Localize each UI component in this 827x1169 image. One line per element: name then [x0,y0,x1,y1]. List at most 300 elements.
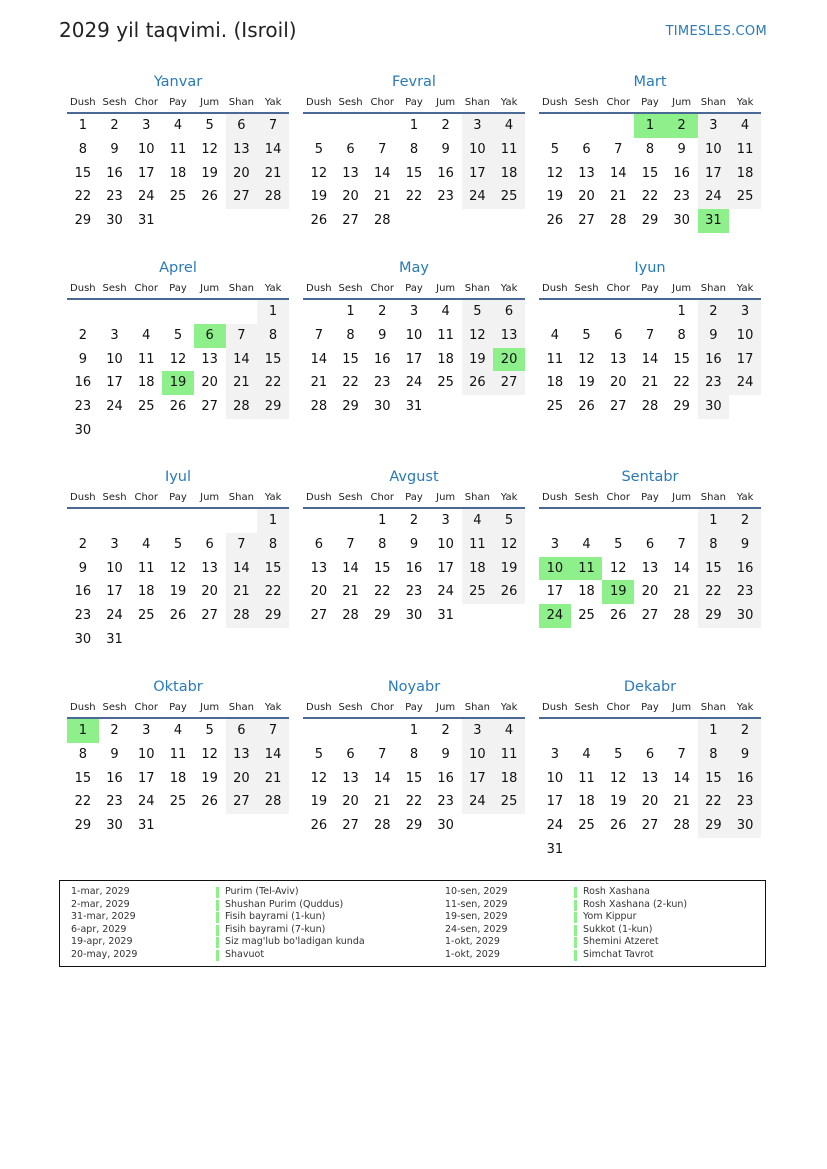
day-cell: 4 [142,536,151,552]
holiday-day-cell: 24 [539,604,571,628]
week-row [539,185,761,209]
day-cell: 8 [677,327,686,343]
day-cell: 10 [137,746,155,762]
month-yanvar [67,72,289,233]
day-cell: 19 [310,189,328,205]
empty-day-cell [698,838,730,862]
empty-day-cell [571,114,603,138]
legend-marker [216,900,219,911]
empty-day-cell [493,209,525,233]
week-row [67,814,289,838]
day-cell: 4 [582,536,591,552]
day-cell: 24 [729,371,761,395]
day-cell: 17 [729,348,761,372]
day-cell: 25 [437,375,454,391]
day-cell: 24 [137,794,155,810]
legend-item [71,899,391,912]
weekday-label: Jum [672,283,692,294]
empty-day-cell [130,419,162,443]
weekday-label: Pay [405,283,423,294]
day-cell: 5 [314,141,323,157]
day-cell: 7 [257,114,289,138]
month-noyabr [303,677,525,838]
day-cell: 19 [546,189,564,205]
day-cell: 29 [74,213,92,229]
day-cell: 16 [74,584,92,600]
weekday-label: Sesh [338,492,363,503]
week-row [67,114,289,138]
day-cell: 1 [409,118,419,133]
day-cell: 13 [226,743,258,767]
empty-day-cell [335,509,367,533]
day-cell: 8 [698,743,730,767]
day-cell: 9 [441,141,450,157]
holiday-day-cell: 6 [194,324,226,348]
week-row [67,533,289,557]
legend-holiday-name: Sukkot (1-kun) [583,923,653,935]
day-cell: 14 [226,348,258,372]
day-cell: 1 [677,304,686,319]
empty-day-cell [539,300,571,324]
empty-day-cell [634,719,666,743]
empty-day-cell [162,300,194,324]
day-cell: 30 [106,818,123,834]
weekday-label: Chor [606,97,631,108]
empty-day-cell [398,209,430,233]
day-cell: 16 [106,165,123,181]
week-row [303,814,525,838]
weekday-label: Chor [134,97,159,108]
weekday-header [539,699,761,719]
legend-item [445,924,765,937]
day-cell: 26 [310,213,328,229]
empty-day-cell [162,419,194,443]
empty-day-cell [571,838,603,862]
empty-day-cell [634,300,666,324]
legend-item [71,886,391,899]
weekday-label: Dush [306,492,332,503]
day-cell: 13 [226,138,258,162]
weekday-label: Pay [405,492,423,503]
week-row [67,348,289,372]
day-cell: 28 [373,213,391,229]
day-cell: 9 [729,743,761,767]
day-cell: 23 [673,189,690,205]
day-cell: 23 [437,794,454,810]
day-cell: 27 [201,399,218,415]
weekday-label: Yak [500,97,518,108]
legend-item [71,949,391,962]
day-cell: 16 [698,348,730,372]
day-cell: 21 [373,189,391,205]
weekday-label: Yak [264,702,282,713]
week-row [539,114,761,138]
day-cell: 6 [582,141,591,157]
day-cell: 11 [169,746,187,762]
weekday-label: Sesh [102,97,127,108]
day-cell: 21 [226,371,258,395]
day-cell: 7 [677,536,686,552]
weekday-label: Shan [228,492,254,503]
day-cell: 9 [729,533,761,557]
day-cell: 11 [546,351,564,367]
legend-holiday-name: Purim (Tel-Aviv) [225,886,299,897]
empty-day-cell [67,509,99,533]
legend-marker [216,937,219,948]
day-cell: 17 [137,165,155,181]
empty-day-cell [162,209,194,233]
weekday-label: Dush [70,97,96,108]
weekday-label: Jum [436,283,456,294]
weekday-label: Jum [436,97,456,108]
day-cell: 4 [550,327,559,343]
day-cell: 12 [169,560,187,576]
day-cell: 29 [698,604,730,628]
week-row [539,838,761,862]
day-cell: 22 [342,375,359,391]
day-cell: 31 [546,841,564,857]
day-cell: 21 [257,162,289,186]
day-cell: 23 [74,608,92,624]
day-cell: 8 [698,533,730,557]
day-cell: 29 [641,213,659,229]
day-cell: 29 [673,399,690,415]
weekday-label: Dush [70,283,96,294]
week-row [303,348,525,372]
day-cell: 18 [437,351,454,367]
day-cell: 14 [310,351,328,367]
day-cell: 16 [729,557,761,581]
day-cell: 2 [110,723,119,738]
day-cell: 26 [169,399,187,415]
day-cell: 13 [201,560,218,576]
weekday-label: Chor [134,492,159,503]
empty-day-cell [493,814,525,838]
day-cell: 16 [106,770,123,786]
legend-holiday-name: Shemini Atzeret [583,936,659,948]
empty-day-cell [366,719,398,743]
day-cell: 18 [493,162,525,186]
day-cell: 6 [645,746,655,762]
day-cell: 14 [226,557,258,581]
day-cell: 7 [257,719,289,743]
day-cell: 13 [342,770,359,786]
day-cell: 4 [441,304,450,319]
day-cell: 28 [257,790,289,814]
week-row [539,604,761,628]
day-cell: 18 [462,557,494,581]
day-cell: 22 [698,580,730,604]
day-cell: 30 [74,631,92,647]
day-cell: 30 [729,814,761,838]
day-cell: 17 [437,560,454,576]
month-title: Noyabr [387,679,441,695]
day-cell: 15 [74,770,92,786]
day-cell: 10 [106,351,123,367]
legend-item [71,924,391,937]
day-cell: 20 [310,584,328,600]
empty-day-cell [194,209,226,233]
weekday-label: Pay [169,283,187,294]
month-title: Sentabr [621,469,679,485]
day-cell: 15 [673,351,690,367]
day-cell: 22 [74,794,92,810]
week-row [303,509,525,533]
day-cell: 3 [729,300,761,324]
day-cell: 21 [342,584,359,600]
week-row [67,743,289,767]
empty-day-cell [539,114,571,138]
week-row [303,324,525,348]
week-row [303,185,525,209]
month-title: May [399,260,429,276]
brand-link[interactable]: TIMESLES.COM [665,24,767,39]
day-cell: 15 [405,770,423,786]
day-cell: 9 [698,324,730,348]
day-cell: 25 [169,794,187,810]
day-cell: 3 [409,304,419,319]
day-cell: 25 [169,189,187,205]
day-cell: 14 [342,560,359,576]
legend-item [445,886,765,899]
day-cell: 7 [677,746,686,762]
day-cell: 29 [257,395,289,419]
day-cell: 20 [226,767,258,791]
day-cell: 11 [437,327,454,343]
month-title: Yanvar [153,74,203,90]
empty-day-cell [666,838,698,862]
empty-day-cell [634,509,666,533]
day-cell: 17 [405,351,423,367]
day-cell: 9 [409,536,419,552]
day-cell: 30 [106,213,123,229]
day-cell: 12 [546,165,564,181]
empty-day-cell [99,509,131,533]
day-cell: 15 [405,165,423,181]
day-cell: 5 [314,746,323,762]
empty-day-cell [99,300,131,324]
empty-day-cell [571,719,603,743]
weekday-label: Chor [370,283,395,294]
legend-holiday-name: Fisih bayrami (1-kun) [225,911,326,923]
weekday-label: Pay [641,492,659,503]
day-cell: 2 [698,300,730,324]
day-cell: 20 [641,584,659,600]
day-cell: 20 [641,794,659,810]
legend-column-right [445,886,765,962]
legend-item [71,911,391,924]
weekday-label: Dush [70,702,96,713]
week-row [303,395,525,419]
day-cell: 30 [405,608,423,624]
legend-holiday-name: Rosh Xashana (2-kun) [583,898,688,910]
day-cell: 31 [437,608,454,624]
day-cell: 10 [405,327,423,343]
legend-date: 1-okt, 2029 [445,936,500,948]
day-cell: 25 [578,608,595,624]
day-cell: 27 [493,371,525,395]
day-cell: 15 [342,351,359,367]
day-cell: 7 [614,141,623,157]
weekday-label: Chor [134,283,159,294]
day-cell: 11 [493,138,525,162]
weekday-label: Shan [700,492,726,503]
empty-day-cell [602,838,634,862]
day-cell: 14 [673,770,690,786]
day-cell: 22 [673,375,690,391]
day-cell: 1 [346,304,355,319]
week-row [67,419,289,443]
day-cell: 3 [142,118,151,133]
day-cell: 10 [546,770,564,786]
holiday-day-cell: 20 [493,348,525,372]
day-cell: 1 [378,513,387,528]
empty-day-cell [130,628,162,652]
day-cell: 18 [169,165,187,181]
weekday-label: Sesh [574,283,599,294]
empty-day-cell [303,509,335,533]
legend-date: 1-mar, 2029 [71,886,130,897]
day-cell: 17 [698,162,730,186]
empty-day-cell [602,509,634,533]
week-row [67,580,289,604]
weekday-label: Sesh [338,97,363,108]
day-cell: 13 [201,351,218,367]
legend-marker [574,912,577,923]
day-cell: 6 [493,300,525,324]
day-cell: 15 [641,165,659,181]
legend-marker [216,912,219,923]
empty-day-cell [462,814,494,838]
day-cell: 6 [346,141,355,157]
day-cell: 19 [462,348,494,372]
weekday-label: Dush [542,492,568,503]
day-cell: 2 [441,723,450,738]
day-cell: 25 [578,818,595,834]
holiday-day-cell: 1 [67,719,99,743]
day-cell: 27 [578,213,595,229]
day-cell: 23 [405,584,423,600]
day-cell: 6 [226,114,258,138]
day-cell: 30 [74,422,92,438]
day-cell: 5 [462,300,494,324]
day-cell: 20 [342,794,359,810]
week-row [539,557,761,581]
day-cell: 6 [226,719,258,743]
empty-day-cell [335,114,367,138]
empty-day-cell [194,419,226,443]
legend-holiday-name: Fisih bayrami (7-kun) [225,923,326,935]
empty-day-cell [539,509,571,533]
day-cell: 7 [226,533,258,557]
day-cell: 28 [673,818,690,834]
weekday-header [67,280,289,300]
weekday-label: Yak [736,492,754,503]
empty-day-cell [729,838,761,862]
day-cell: 12 [201,141,218,157]
day-cell: 30 [673,213,690,229]
day-cell: 20 [342,189,359,205]
legend-holiday-name: Simchat Tavrot [583,948,654,960]
weekday-label: Sesh [102,492,127,503]
day-cell: 2 [78,536,87,552]
day-cell: 9 [378,327,387,343]
month-title: Mart [633,74,667,90]
day-cell: 27 [201,608,218,624]
weekday-label: Shan [464,492,490,503]
day-cell: 23 [437,189,454,205]
month-title: Oktabr [153,679,203,695]
week-row [67,162,289,186]
weekday-header [67,699,289,719]
day-cell: 27 [641,818,659,834]
holiday-day-cell: 19 [162,371,194,395]
weekday-label: Chor [370,492,395,503]
day-cell: 27 [226,790,258,814]
day-cell: 23 [373,375,391,391]
weekday-label: Pay [169,702,187,713]
week-row [303,371,525,395]
week-row [539,509,761,533]
day-cell: 3 [550,746,559,762]
day-cell: 19 [201,165,218,181]
week-row [67,509,289,533]
empty-day-cell [462,395,494,419]
day-cell: 11 [729,138,761,162]
empty-day-cell [729,395,761,419]
weekday-label: Dush [542,702,568,713]
day-cell: 5 [493,509,525,533]
weekday-label: Yak [264,283,282,294]
month-avgust [303,467,525,628]
week-row [539,719,761,743]
empty-day-cell [462,604,494,628]
day-cell: 27 [609,399,627,415]
day-cell: 14 [609,165,627,181]
legend-date: 31-mar, 2029 [71,911,136,923]
month-iyun [539,258,761,419]
day-cell: 30 [437,818,454,834]
empty-day-cell [430,209,462,233]
legend-marker [574,925,577,936]
day-cell: 13 [578,165,595,181]
day-cell: 10 [729,324,761,348]
day-cell: 8 [346,327,355,343]
day-cell: 17 [137,770,155,786]
weekday-label: Shan [228,283,254,294]
legend-date: 20-may, 2029 [71,948,138,960]
day-cell: 16 [673,165,690,181]
day-cell: 31 [106,631,123,647]
week-row [539,300,761,324]
day-cell: 10 [106,560,123,576]
day-cell: 4 [729,114,761,138]
day-cell: 15 [257,348,289,372]
weekday-label: Chor [606,283,631,294]
weekday-label: Shan [700,283,726,294]
week-row [67,371,289,395]
day-cell: 4 [173,723,183,738]
legend-date: 10-sen, 2029 [445,886,508,897]
holiday-day-cell: 10 [539,557,571,581]
day-cell: 26 [169,608,187,624]
day-cell: 3 [550,536,559,552]
day-cell: 12 [310,770,328,786]
day-cell: 1 [78,118,87,133]
day-cell: 4 [462,509,494,533]
day-cell: 14 [673,560,690,576]
empty-day-cell [257,209,289,233]
